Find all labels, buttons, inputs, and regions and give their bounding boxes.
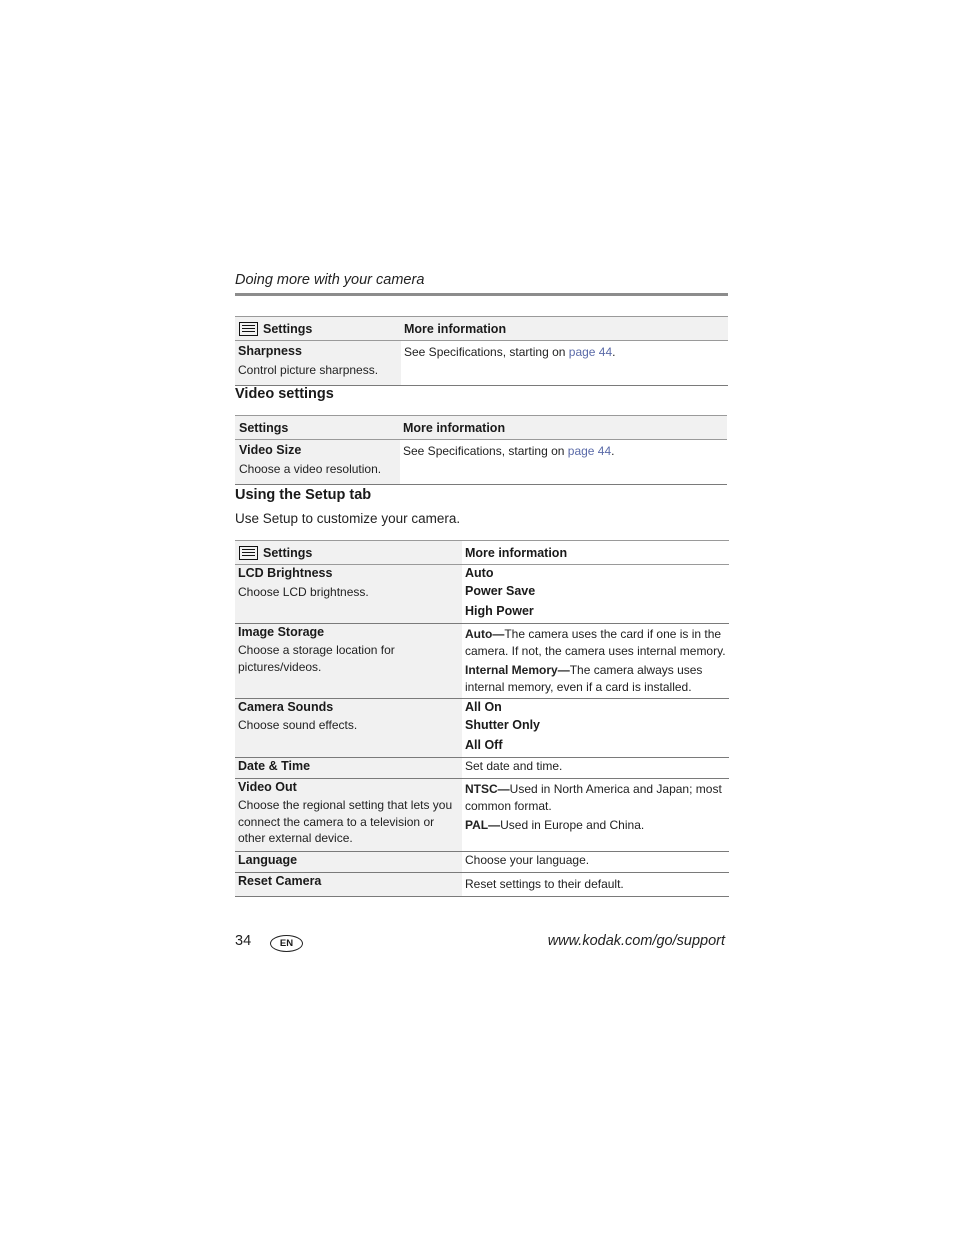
setup-settings-table xyxy=(235,540,729,897)
setting-info: Reset settings to their default. xyxy=(465,877,624,891)
table-row xyxy=(235,624,729,699)
video-settings-heading: Video settings xyxy=(235,386,334,402)
setting-name: Date & Time xyxy=(238,759,311,773)
setting-name: Video Out xyxy=(238,780,297,794)
table-row xyxy=(235,873,729,897)
setting-desc: Choose the regional setting that lets you connect the camera to a television or other external device. xyxy=(238,798,453,845)
option-item: All Off xyxy=(465,738,503,752)
setting-desc: Choose a storage location for pictures/videos. xyxy=(238,643,395,674)
setting-name: Image Storage xyxy=(238,625,325,639)
page-link[interactable]: page 44 xyxy=(567,444,612,458)
option-item: All On xyxy=(465,700,502,714)
setting-desc: Control picture sharpness. xyxy=(238,363,379,377)
page-link[interactable]: page 44 xyxy=(568,345,613,359)
col-settings-header: Settings xyxy=(235,317,401,341)
option-item: Auto xyxy=(465,566,494,580)
page-number: 34 xyxy=(235,933,252,949)
setting-info: Set date and time. xyxy=(465,759,563,773)
settings-list-icon xyxy=(239,322,258,336)
table-row xyxy=(235,758,729,779)
video-settings-table xyxy=(235,415,727,485)
table-row xyxy=(235,779,729,852)
running-header: Doing more with your camera xyxy=(235,272,425,288)
setting-name: Reset Camera xyxy=(238,874,322,888)
col-info-header: More information xyxy=(401,317,728,341)
language-badge: EN xyxy=(270,935,303,952)
setting-info: Choose your language. xyxy=(465,853,590,867)
option-item: Power Save xyxy=(465,584,536,598)
option-item: Auto—The camera uses the card if one is in the camera. If not, the camera uses internal memory. xyxy=(465,627,726,658)
option-item: PAL—Used in Europe and China. xyxy=(465,818,645,832)
table-row xyxy=(235,699,729,758)
setup-intro: Use Setup to customize your camera. xyxy=(235,511,461,526)
table-row: Video Size Choose a video resolution. See Specifications, starting on page 44. xyxy=(235,440,727,485)
option-item: Shutter Only xyxy=(465,718,541,732)
col-info-header: More information xyxy=(462,541,729,565)
support-url[interactable]: www.kodak.com/go/support xyxy=(547,933,725,949)
setting-desc: Choose sound effects. xyxy=(238,718,358,732)
col-settings-header: Settings xyxy=(235,541,462,565)
table-row xyxy=(235,565,729,624)
table-row xyxy=(235,852,729,873)
setting-name: Camera Sounds xyxy=(238,700,334,714)
option-item: Internal Memory—The camera always uses internal memory, even if a card is installed. xyxy=(465,663,703,694)
option-item: NTSC—Used in North America and Japan; most common format. xyxy=(465,782,722,813)
table-row: Sharpness Control picture sharpness. See Specifications, starting on page 44. xyxy=(235,341,728,386)
col-info-header: More information xyxy=(400,416,727,440)
setting-desc: Choose a video resolution. xyxy=(239,462,382,476)
header-rule xyxy=(235,293,728,296)
setup-tab-heading: Using the Setup tab xyxy=(235,487,372,503)
setting-name: Video Size xyxy=(239,443,302,457)
setting-name: Sharpness xyxy=(238,344,302,358)
option-item: High Power xyxy=(465,604,534,618)
settings-list-icon xyxy=(239,546,258,560)
col-settings-header: Settings xyxy=(235,416,400,440)
setting-name: Language xyxy=(238,853,298,867)
setting-desc: Choose LCD brightness. xyxy=(238,585,369,599)
setting-name: LCD Brightness xyxy=(238,566,333,580)
sharpness-settings-table xyxy=(235,316,728,386)
